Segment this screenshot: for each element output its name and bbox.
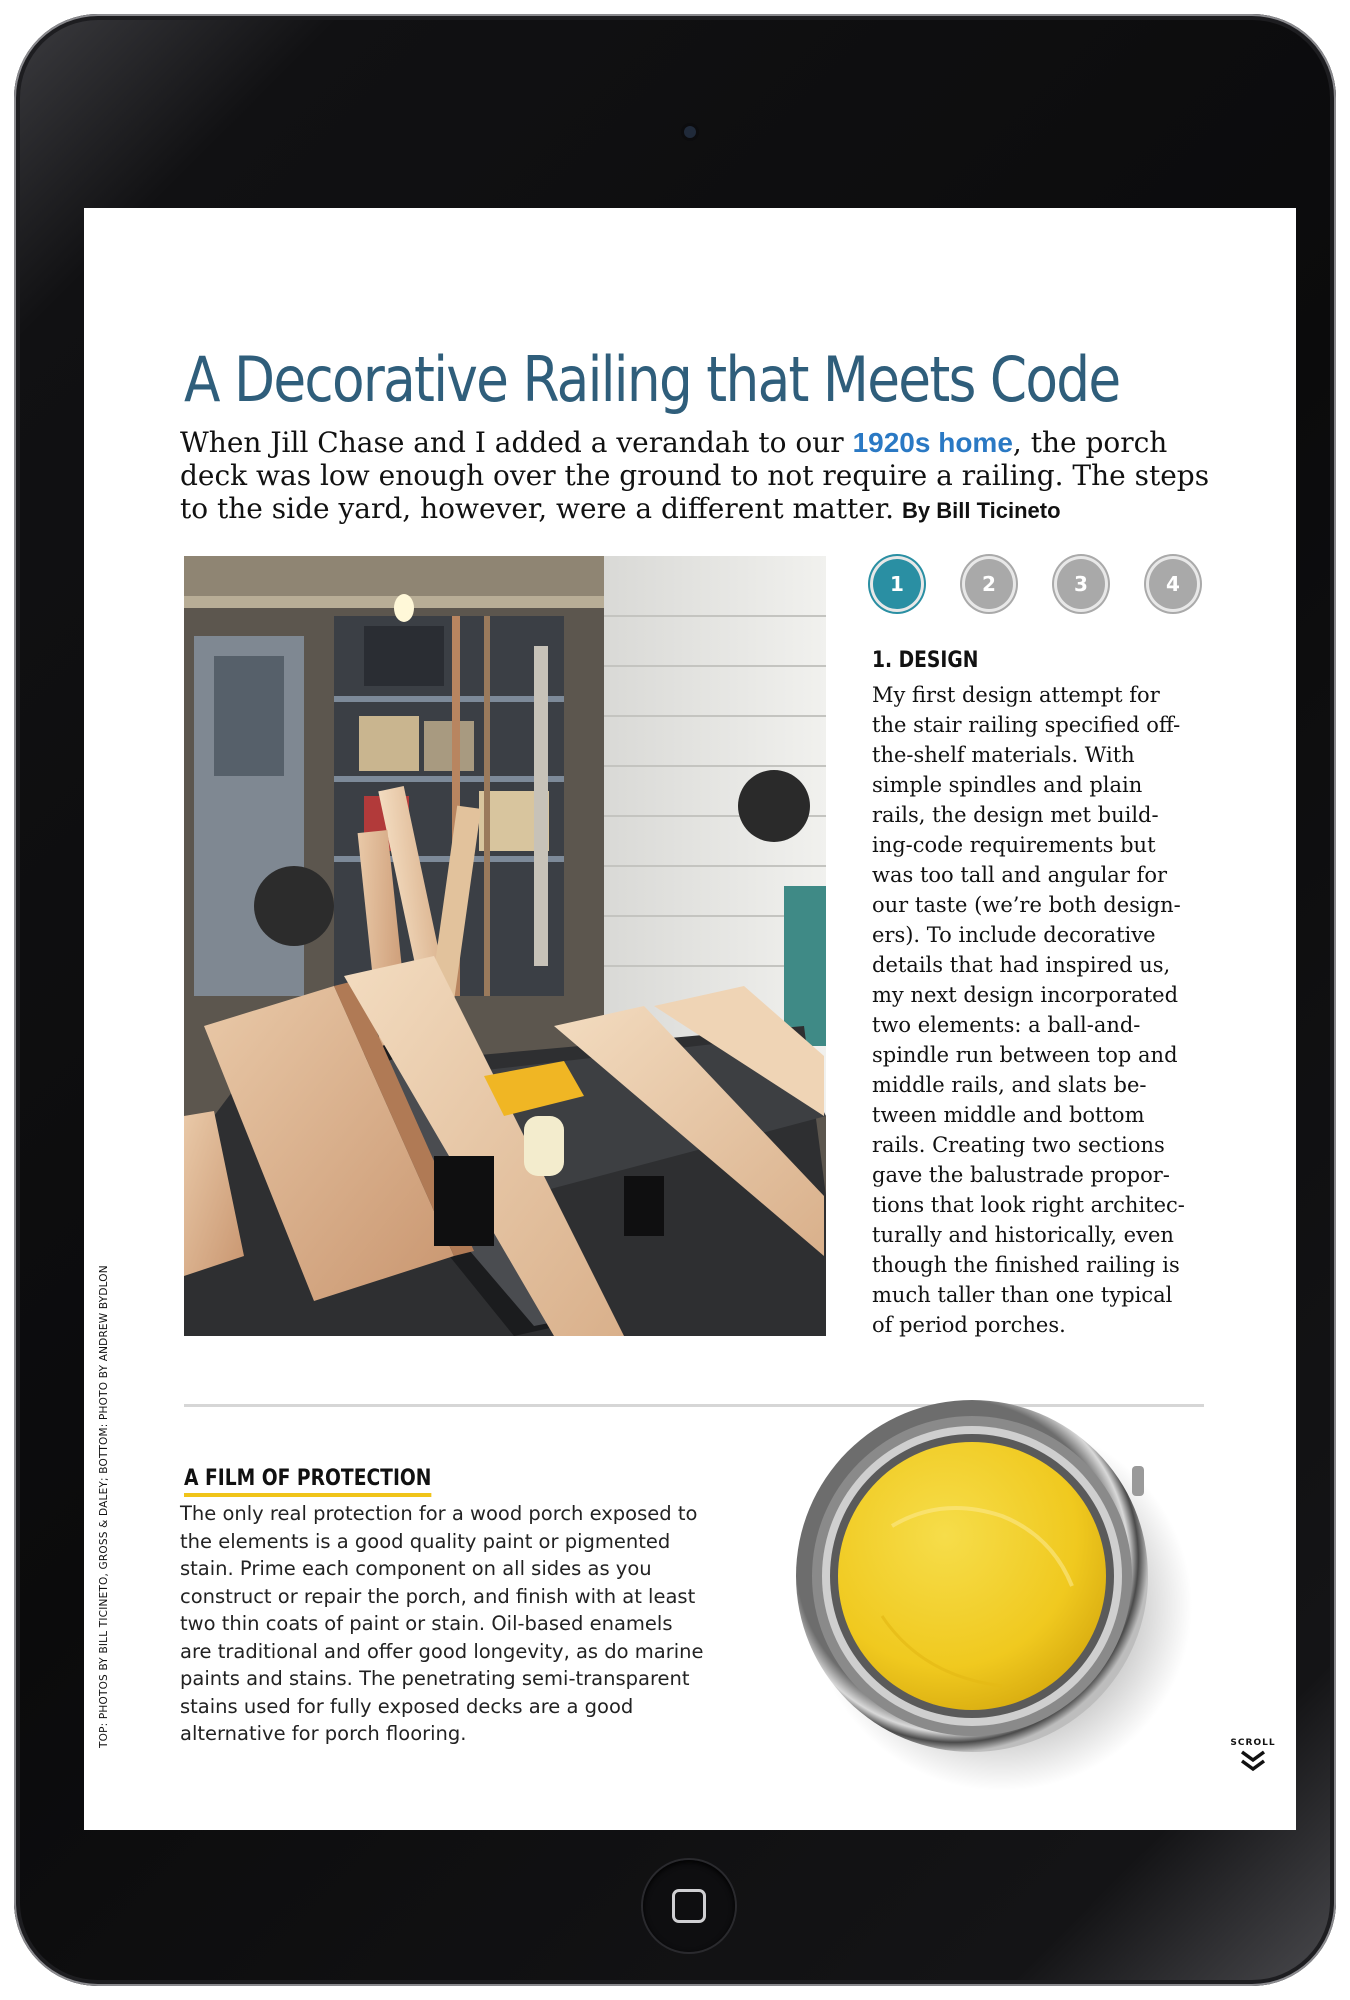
step-body-line: two elements: a ball-and- [872,1013,1141,1037]
sidebar-body-line: alternative for porch flooring. [180,1722,467,1745]
byline: By Bill Ticineto [902,498,1061,523]
step-body-line: middle rails, and slats be- [872,1073,1147,1097]
step-body-line: the stair railing specified off- [872,713,1181,737]
sidebar-body-line: two thin coats of paint or stain. Oil-based enamels [180,1612,673,1635]
scroll-label: SCROLL [1230,1738,1276,1748]
step-body-line: rails. Creating two sections [872,1133,1165,1157]
step-body-line: much taller than one typical [872,1283,1173,1307]
step-body-line: spindle run between top and [872,1043,1178,1067]
sidebar-body-line: stain. Prime each component on all sides as you [180,1557,652,1580]
sidebar-body-line: The only real protection for a wood porch exposed to [180,1502,698,1525]
step-navigation [870,556,1200,612]
step-body-line: tions that look right architec- [872,1193,1185,1217]
step-body-line: details that had inspired us, [872,953,1171,977]
tablet-frame [14,14,1336,1986]
workshop-illustration [184,556,826,1336]
step-body-line: gave the balustrade propor- [872,1163,1170,1187]
step-body-line: turally and historically, even [872,1223,1174,1247]
sidebar-body-line: paints and stains. The penetrating semi-transparent [180,1667,690,1690]
step-body-line: our taste (we’re both design- [872,893,1181,917]
step-body-line: though the finished railing is [872,1253,1180,1277]
step-body-line: My first design attempt for [872,683,1160,707]
sidebar-body-line: stains used for fully exposed decks are a good [180,1694,634,1718]
intro-line-1 [180,426,1190,459]
step-body [872,680,1222,1340]
1920s-home-link[interactable]: 1920s home [852,427,1013,458]
step-4-button[interactable]: 4 [1146,556,1200,612]
intro-line-3-text: to the side yard, however, were a different matter. [180,492,895,525]
step-body-line: ers). To include decorative [872,923,1156,947]
step-2-button[interactable]: 2 [962,556,1016,612]
step-1-button[interactable]: 1 [870,556,924,612]
app-screen [84,208,1296,1830]
sidebar-heading: A FILM OF PROTECTION [184,1466,431,1497]
step-3-button[interactable]: 3 [1054,556,1108,612]
workshop-photo [184,556,826,1336]
article-intro [180,426,1210,527]
scroll-hint[interactable] [1228,1738,1278,1779]
step-body-line: of period porches. [872,1313,1066,1337]
front-camera [684,126,696,138]
step-body-line: ing-code requirements but [872,833,1156,857]
paint-can-illustration [772,1376,1192,1796]
intro-text-before-link: When Jill Chase and I added a verandah to our [180,426,853,459]
step-body-line: the-shelf materials. With [872,743,1135,767]
double-chevron-down-icon [1238,1748,1268,1774]
home-square-icon [672,1889,706,1923]
step-body-line: was too tall and angular for [872,863,1167,887]
home-button-icon[interactable] [643,1860,735,1952]
sidebar-body-line: construct or repair the porch, and finish with at least [180,1584,696,1608]
photo-credit: TOP: PHOTOS BY BILL TICINETO, GROSS & DALEY; BOTTOM: PHOTO BY ANDREW BYDLON [98,1265,110,1748]
article-title: A Decorative Railing that Meets Code [184,343,1120,416]
intro-line-3 [180,492,1190,527]
paint-can-photo [772,1376,1192,1796]
sidebar-body-line: are traditional and offer good longevity, as do marine [180,1639,704,1663]
intro-text-after-link: , the porch [1012,426,1168,459]
step-body-line: rails, the design met build- [872,803,1159,827]
step-body-line: tween middle and bottom [872,1103,1145,1127]
sidebar-body [180,1500,740,1748]
step-body-line: simple spindles and plain [872,773,1143,797]
step-heading: 1. DESIGN [872,648,979,673]
step-body-line: my next design incorporated [872,983,1179,1007]
sidebar-body-line: the elements is a good quality paint or pigmented [180,1529,671,1553]
intro-line-2: deck was low enough over the ground to not require a railing. The steps [180,459,1210,492]
